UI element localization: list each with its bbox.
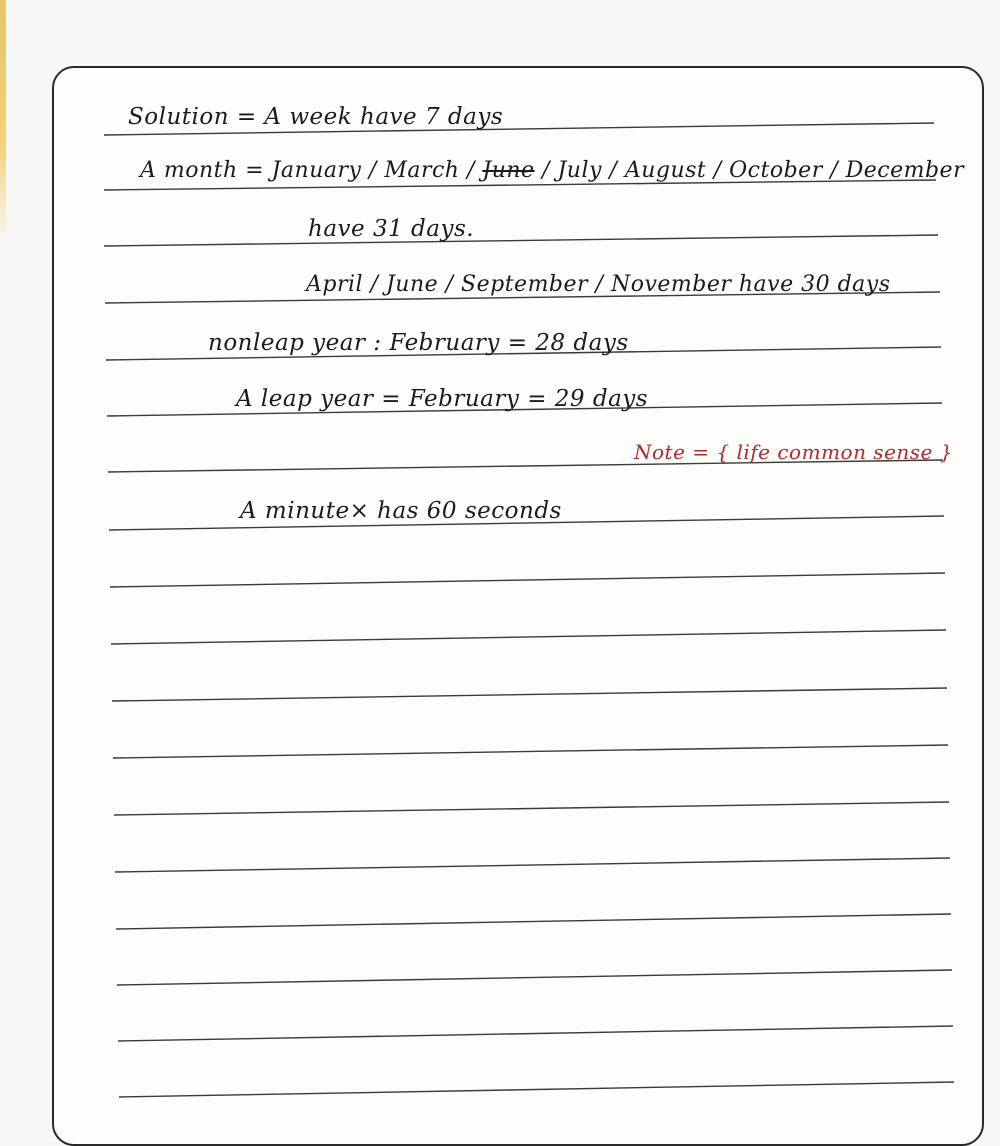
months-30-days-line: April / June / September / November have 30 days	[306, 272, 891, 297]
minute-seconds-line: A minute× has 60 seconds	[240, 498, 562, 524]
rule-line	[110, 573, 945, 587]
crossed-out-word: June	[482, 158, 535, 183]
solution-week-line: Solution = A week have 7 days	[128, 104, 504, 130]
rule-line	[119, 1082, 954, 1097]
rule-line	[117, 970, 952, 985]
leap-year-line: A leap year = February = 29 days	[236, 386, 649, 412]
rule-line	[118, 1026, 953, 1041]
month-31-days-line	[140, 158, 964, 183]
rule-line	[113, 745, 948, 758]
rule-line	[115, 858, 950, 872]
rule-line	[104, 235, 938, 246]
nonleap-year-line: nonleap year : February = 28 days	[208, 330, 629, 356]
month-31-days-suffix: / July / August / October / December	[534, 158, 965, 183]
month-31-days-prefix: A month = January / March /	[140, 158, 483, 183]
note-life-common-sense: Note = { life common sense }	[634, 440, 953, 464]
have-31-days-line: have 31 days.	[308, 216, 475, 242]
rule-line	[112, 688, 947, 701]
rule-line	[114, 802, 949, 815]
rule-line	[111, 630, 946, 644]
rule-line	[116, 914, 951, 929]
